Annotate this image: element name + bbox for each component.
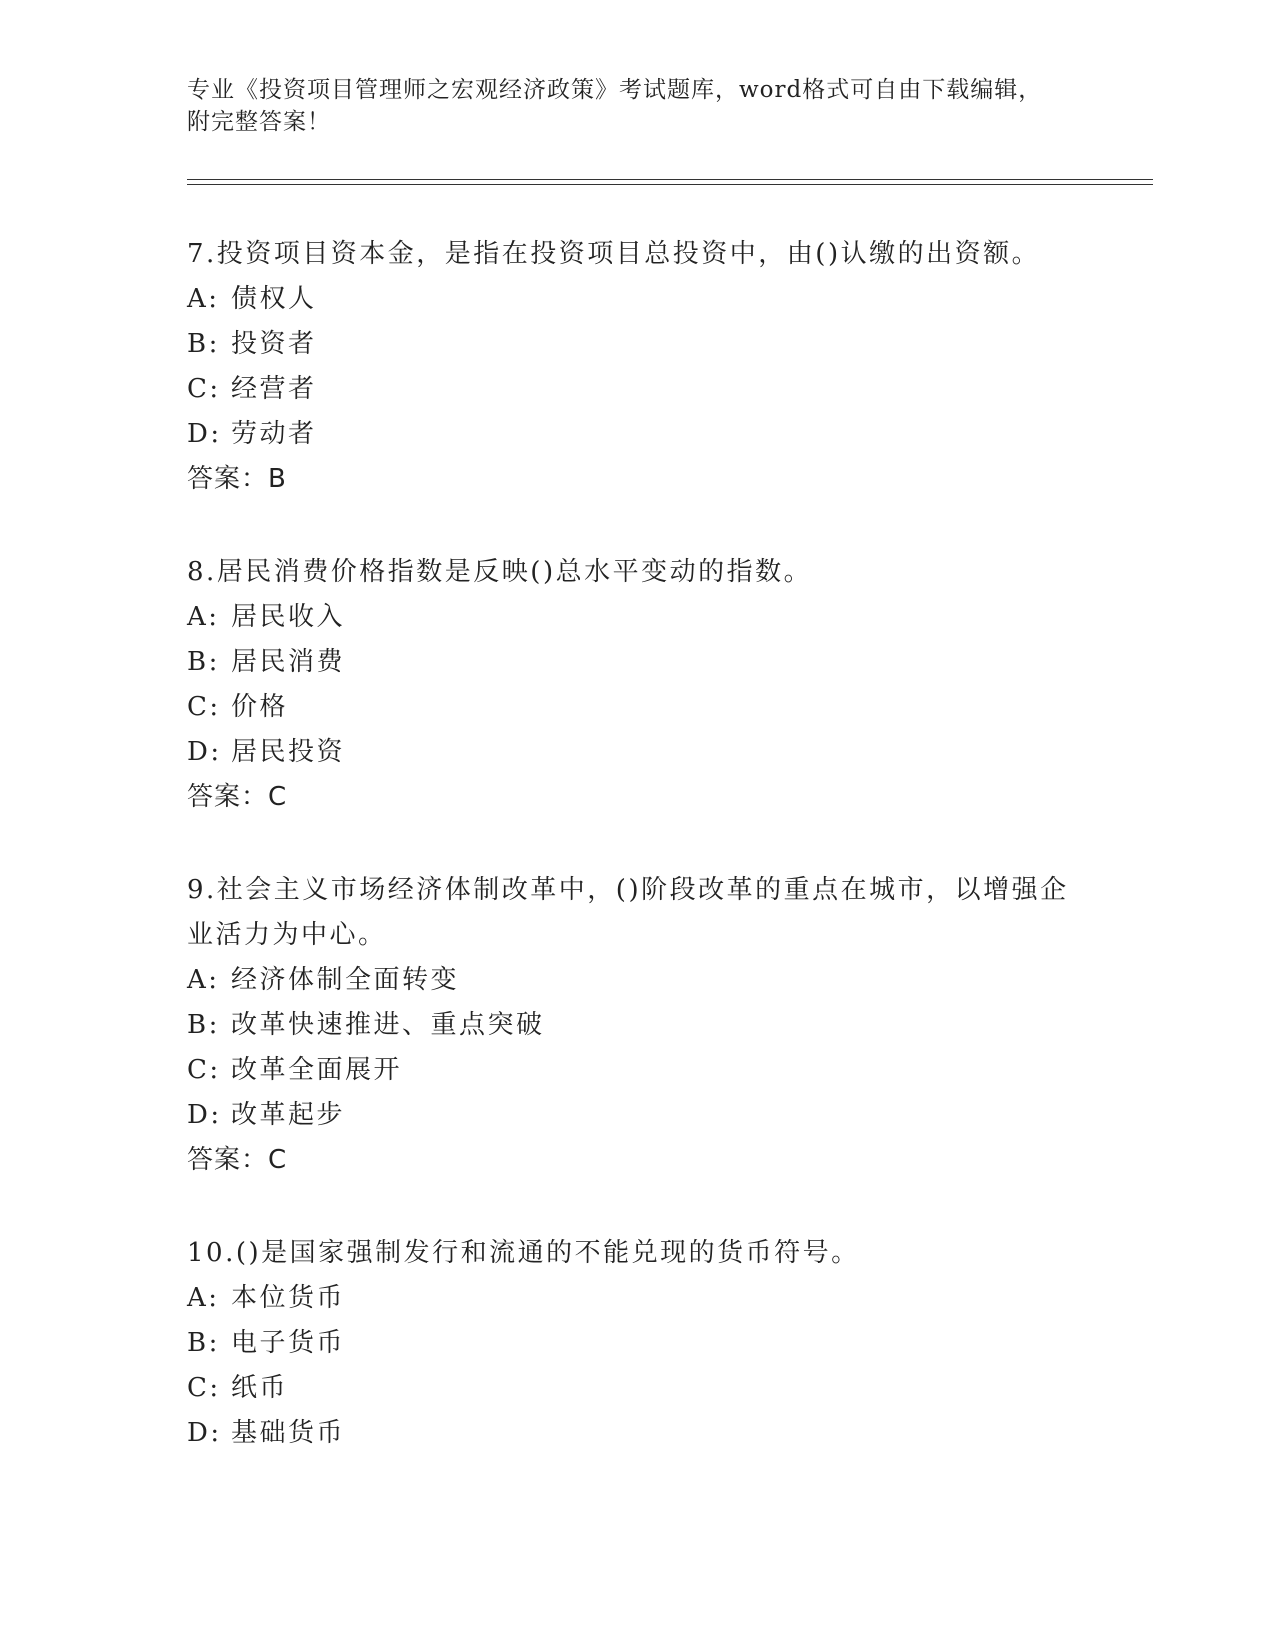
question-list: [187, 232, 1087, 1504]
answer-line: 答案：C: [187, 782, 288, 812]
option-text: 居民投资: [231, 737, 346, 767]
question-7: [187, 232, 1087, 502]
option-text: 居民收入: [231, 602, 346, 632]
option-letter: B:: [187, 1010, 220, 1040]
answer-line: 答案：C: [187, 1145, 288, 1175]
option-letter: A:: [187, 602, 220, 632]
document-header: [187, 74, 1067, 138]
option-d: [187, 1093, 1087, 1138]
option-a: [187, 1276, 1087, 1321]
option-b: [187, 322, 1087, 367]
option-d: [187, 412, 1087, 457]
option-letter: C:: [187, 1055, 221, 1085]
option-text: 价格: [231, 692, 289, 722]
option-text: 劳动者: [231, 419, 317, 449]
option-letter: A:: [187, 284, 220, 314]
option-letter: B:: [187, 647, 220, 677]
header-divider: [187, 179, 1153, 185]
option-a: [187, 958, 1087, 1003]
option-text: 经济体制全面转变: [231, 965, 460, 995]
answer-line: 答案：B: [187, 464, 287, 494]
option-c: [187, 1048, 1087, 1093]
question-10: [187, 1231, 1087, 1456]
option-d: [187, 730, 1087, 775]
option-letter: C:: [187, 374, 221, 404]
option-c: [187, 685, 1087, 730]
option-letter: D:: [187, 419, 222, 449]
option-text: 纸币: [231, 1373, 289, 1403]
question-stem: 7.投资项目资本金，是指在投资项目总投资中，由()认缴的出资额。: [187, 239, 1041, 269]
option-letter: B:: [187, 1328, 220, 1358]
option-text: 经营者: [231, 374, 317, 404]
option-text: 投资者: [231, 329, 317, 359]
option-text: 基础货币: [231, 1418, 346, 1448]
question-9: [187, 868, 1087, 1183]
option-d: [187, 1411, 1087, 1456]
option-b: [187, 1321, 1087, 1366]
option-text: 改革全面展开: [231, 1055, 403, 1085]
option-c: [187, 1366, 1087, 1411]
header-line-1: 专业《投资项目管理师之宏观经济政策》考试题库，word格式可自由下载编辑，: [187, 77, 1043, 103]
question-stem: 9.社会主义市场经济体制改革中，()阶段改革的重点在城市，以增强企业活力为中心。: [187, 875, 1069, 950]
option-text: 债权人: [231, 284, 317, 314]
question-stem: 8.居民消费价格指数是反映()总水平变动的指数。: [187, 557, 813, 587]
option-a: [187, 595, 1087, 640]
option-letter: D:: [187, 737, 222, 767]
option-letter: C:: [187, 692, 221, 722]
option-letter: A:: [187, 1283, 220, 1313]
option-letter: A:: [187, 965, 220, 995]
option-letter: B:: [187, 329, 220, 359]
option-text: 改革快速推进、重点突破: [231, 1010, 545, 1040]
question-8: [187, 550, 1087, 820]
option-c: [187, 367, 1087, 412]
header-line-2: 附完整答案！: [187, 109, 331, 135]
option-text: 电子货币: [231, 1328, 346, 1358]
option-text: 改革起步: [231, 1100, 346, 1130]
option-letter: C:: [187, 1373, 221, 1403]
option-text: 居民消费: [231, 647, 346, 677]
option-letter: D:: [187, 1418, 222, 1448]
option-text: 本位货币: [231, 1283, 346, 1313]
option-b: [187, 640, 1087, 685]
option-a: [187, 277, 1087, 322]
option-b: [187, 1003, 1087, 1048]
option-letter: D:: [187, 1100, 222, 1130]
question-stem: 10.()是国家强制发行和流通的不能兑现的货币符号。: [187, 1238, 860, 1268]
